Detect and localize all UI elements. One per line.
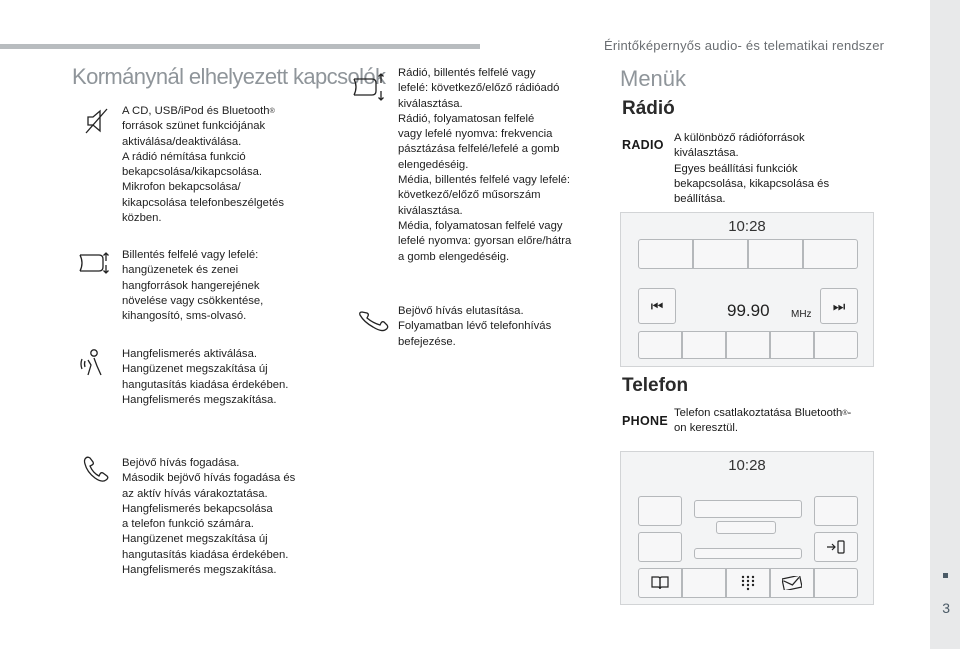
radio-preset-slot[interactable]	[748, 239, 803, 269]
side-mark	[943, 573, 948, 578]
messages-button[interactable]	[770, 568, 814, 598]
phone-left-button-bottom[interactable]	[638, 532, 682, 562]
keypad-icon	[741, 575, 755, 591]
phone-clock: 10:28	[728, 457, 766, 474]
contacts-button[interactable]	[638, 568, 682, 598]
radio-preset-slot[interactable]	[638, 331, 682, 359]
phone-connect-button[interactable]	[814, 532, 858, 562]
phone-screen	[620, 451, 874, 605]
phone-answer-icon	[80, 452, 114, 486]
radio-preset-row-top	[638, 239, 858, 269]
phone-tag: PHONE	[622, 414, 668, 428]
phone-bar-slot[interactable]	[814, 568, 858, 598]
radio-screen	[620, 212, 874, 367]
menus-title: Menük	[620, 66, 687, 91]
radio-preset-slot[interactable]	[726, 331, 770, 359]
mute-text-rest: források szünet funkciójának aktiválása/deaktiválása. A rádió némítása funkció bekapcsolása/kikapcsolása. Mikrofon bekapcsolása/ kikapcsolása telefonbeszélgetés közben.	[122, 120, 285, 225]
radio-frequency-unit: MHz	[791, 309, 812, 320]
phone-transfer-icon	[825, 538, 847, 556]
scroll-rocker-icon	[352, 70, 386, 104]
radio-preset-slot[interactable]	[803, 239, 858, 269]
radio-preset-slot[interactable]	[814, 331, 858, 359]
top-rule	[0, 44, 480, 49]
hangup-text: Bejövő hívás elutasítása. Folyamatban lévő telefonhívás befejezése.	[398, 305, 552, 348]
phone-bar-slot[interactable]	[682, 568, 726, 598]
volume-text: Billentés felfelé vagy lefelé: hangüzenetek és zenei hangforrások hangerejének növelése vagy csökkentése, kihangosító, sms-olvasó.	[122, 249, 264, 323]
phone-bottom-bar	[638, 568, 858, 598]
radio-preset-slot[interactable]	[770, 331, 814, 359]
phone-text: Telefon csatlakoztatása Bluetooth	[674, 407, 843, 419]
phone-hangup-icon	[356, 306, 390, 340]
side-band	[930, 0, 960, 649]
radio-tag: RADIO	[622, 138, 664, 152]
radio-preset-slot[interactable]	[638, 239, 693, 269]
keypad-button[interactable]	[726, 568, 770, 598]
radio-preset-slot[interactable]	[693, 239, 748, 269]
phone-right-button-top[interactable]	[814, 496, 858, 526]
next-station-button[interactable]	[820, 288, 858, 324]
envelope-icon	[782, 576, 802, 590]
prev-station-button[interactable]	[638, 288, 676, 324]
page-number: 3	[942, 600, 950, 616]
mute-text: A CD, USB/iPod és Bluetooth	[122, 105, 270, 117]
voice-recognition-icon	[78, 345, 112, 379]
phone-display-field	[694, 500, 802, 518]
volume-rocker-icon	[76, 246, 110, 280]
contacts-book-icon	[650, 575, 670, 591]
registered-mark: ®	[269, 108, 275, 115]
phone-display-line	[694, 548, 802, 559]
radio-title: Rádió	[622, 98, 675, 119]
radio-text: A különböző rádióforrások kiválasztása. Egyes beállítási funkciók bekapcsolása, kikapcsolása és beállítása.	[674, 132, 830, 206]
radio-clock: 10:28	[728, 218, 766, 235]
registered-mark: ®	[842, 410, 848, 417]
section-title-steering-controls: Kormánynál elhelyezett kapcsolók	[72, 64, 386, 89]
skip-forward-icon: ⏭	[832, 297, 846, 314]
phone-display-subfield	[716, 521, 776, 534]
answer-text: Bejövő hívás fogadása. Második bejövő hívás fogadása és az aktív hívás várakoztatása. Hangfelismerés bekapcsolása a telefon funkció számára. Hangüzenet megszakítása új hangutasítás kiadása érdekében. Hangfelismerés megszakítása.	[122, 457, 296, 577]
voice-text: Hangfelismerés aktiválása. Hangüzenet megszakítása új hangutasítás kiadása érdekében. Hangfelismerés megszakítása.	[122, 348, 289, 406]
radio-preset-row-bottom	[638, 331, 858, 359]
scroll-text: Rádió, billentés felfelé vagy lefelé: következő/előző rádióadó kiválasztása. Rádió, folyamatosan felfelé vagy lefelé nyomva: frekvencia pásztázása felfelé/lefelé a gomb elengedéséig. Média, billentés felfelé vagy lefelé: következő/előző műsorszám kiválasztása. Média, folyamatosan felfelé vagy lefelé nyomva: gyorsan előre/hátra a gomb elengedéséig.	[398, 67, 572, 263]
skip-back-icon: ⏮	[650, 297, 664, 314]
page-header-title: Érintőképernyős audio- és telematikai rendszer	[604, 38, 885, 53]
phone-title: Telefon	[622, 375, 689, 396]
radio-preset-slot[interactable]	[682, 331, 726, 359]
radio-frequency: 99.90	[727, 301, 770, 320]
mute-icon	[80, 104, 114, 138]
phone-text-rest: - on keresztül.	[674, 407, 852, 435]
phone-left-button-top[interactable]	[638, 496, 682, 526]
